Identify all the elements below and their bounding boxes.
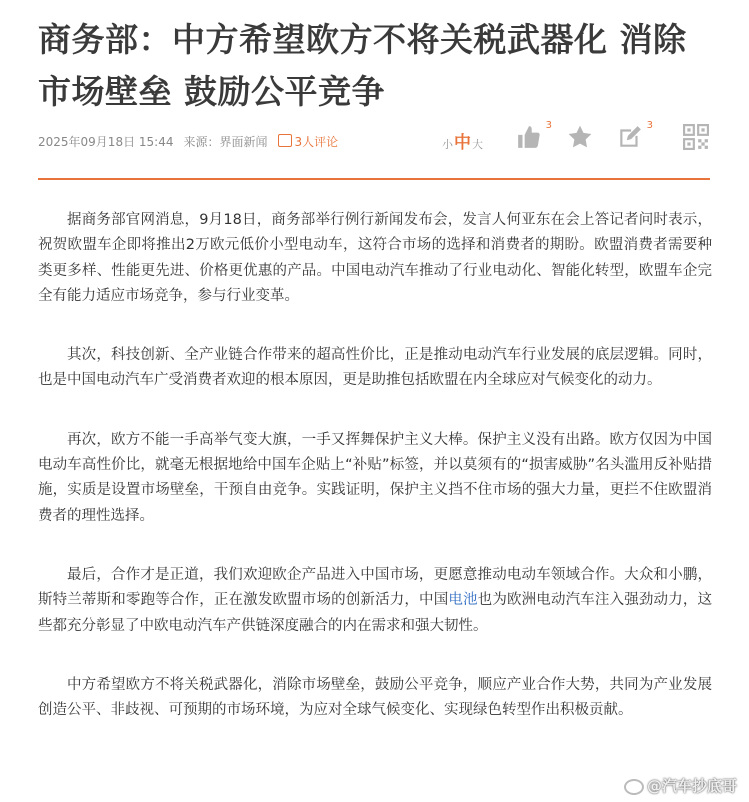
font-size-small[interactable]: 小: [442, 138, 453, 151]
edit-count: 3: [646, 120, 653, 131]
article-title: 商务部：中方希望欧方不将关税武器化 消除市场壁垒 鼓励公平竞争: [38, 20, 687, 111]
paragraph-3: 再次，欧方不能一手高举气变大旗，一手又挥舞保护主义大棒。保护主义没有出路。欧方仅因为中国电动车高性价比，就毫无根据地给中国车企贴上“补贴”标签，并以莫须有的“损害威胁”名头滥用反补贴措施，实质是设置市场壁垒，干预自由竞争。实践证明，保护主义挡不住市场的强大力量，更拦不住欧盟消费者的理性选择。: [38, 431, 712, 524]
article-body: [38, 208, 712, 757]
comments-link[interactable]: [278, 133, 339, 150]
comments-count: 3人评论: [294, 134, 339, 149]
font-size-medium[interactable]: 中: [454, 133, 471, 153]
article-source: 来源：界面新闻: [183, 134, 268, 149]
comment-icon: [278, 134, 292, 147]
paragraph-4: [38, 563, 712, 639]
thumbs-up-icon: [516, 124, 542, 150]
font-size-switcher: [442, 128, 483, 153]
edit-button[interactable]: [617, 120, 653, 152]
paragraph-2: 其次，科技创新、全产业链合作带来的超高性价比，正是推动电动汽车行业发展的底层逻辑。同时，也是中国电动汽车广受消费者欢迎的根本原因，更是助推包括欧盟在内全球应对气候变化的动力。: [38, 347, 712, 389]
article-meta: [38, 132, 348, 150]
paragraph-5: 中方希望欧方不将关税武器化，消除市场壁垒，鼓励公平竞争，顺应产业合作大势，共同为产业发展创造公平、非歧视、可预期的市场环境，为应对全球气候变化、实现绿色转型作出积极贡献。: [38, 676, 712, 719]
favorite-button[interactable]: [567, 124, 595, 152]
publish-date: 2025年09月18日 15:44: [38, 134, 174, 149]
header-divider: [38, 178, 710, 180]
paragraph-4-text-after: 也为欧洲电动汽车注入强劲动力，这些都充分彰显了中欧电动汽车产供链深度融合的内在需求和强大韧性。: [38, 592, 713, 634]
battery-link[interactable]: 电池: [448, 592, 478, 609]
edit-icon: [617, 124, 643, 150]
like-button[interactable]: [516, 120, 552, 152]
qrcode-icon: [683, 124, 709, 150]
qrcode-button[interactable]: [683, 124, 711, 152]
watermark-text: @汽车抄底哥: [646, 777, 737, 795]
weibo-watermark: [624, 775, 737, 796]
paragraph-4-text-before: 最后，合作才是正道，我们欢迎欧企产品进入中国市场，更愿意推动电动车领域合作。大众和小鹏，斯特兰蒂斯和零跑等合作，正在激发欧盟市场的创新活力，中国: [38, 566, 712, 609]
weibo-icon: [624, 779, 644, 795]
font-size-large[interactable]: 大: [472, 138, 483, 151]
like-count: 3: [545, 120, 552, 131]
paragraph-1: 据商务部官网消息，9月18日，商务部举行例行新闻发布会，发言人何亚东在会上答记者问时表示，祝贺欧盟车企即将推出2万欧元低价小型电动车，这符合市场的选择和消费者的期盼。欧盟消费者需要种类更多样、性能更先进、价格更优惠的产品。中国电动汽车推动了行业电动化、智能化转型，欧盟车企完全有能力适应市场竞争，参与行业变革。: [38, 212, 712, 304]
star-icon: [567, 124, 593, 150]
